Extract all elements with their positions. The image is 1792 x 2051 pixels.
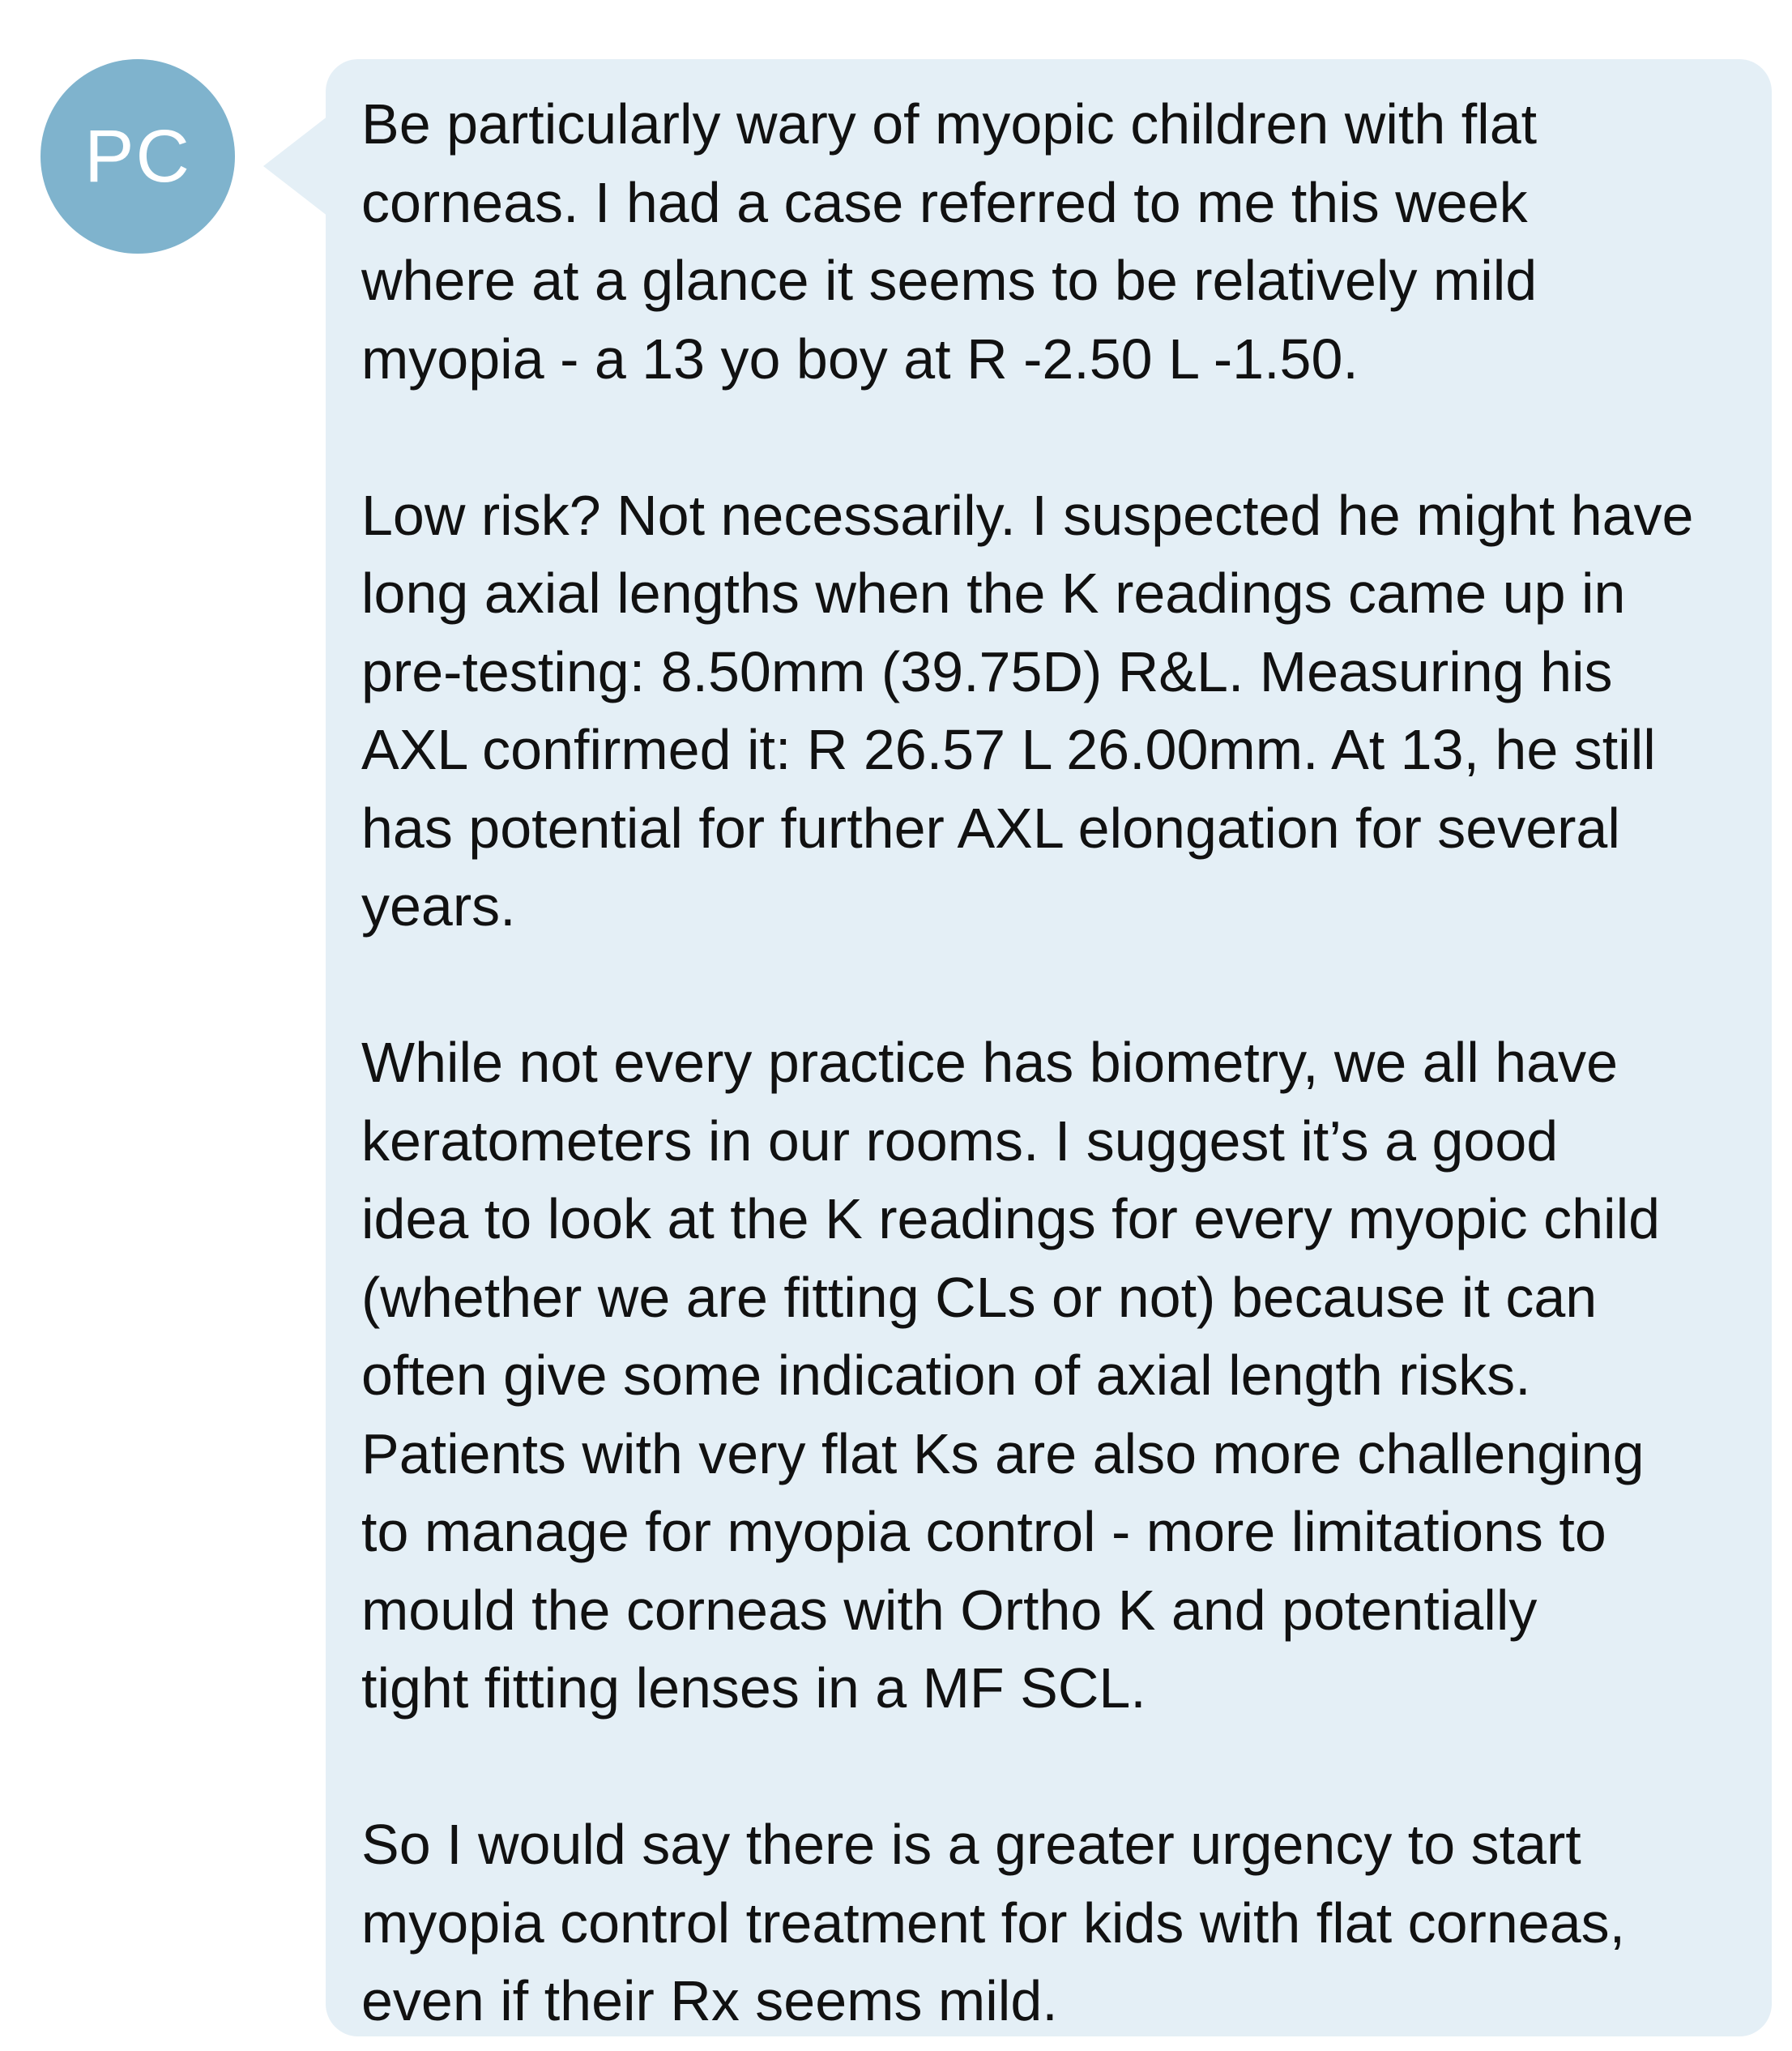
message-paragraph: Low risk? Not necessarily. I suspected he might have long axial lengths when the K readings came up in pre-testing: 8.50mm (39.75D) R&L. Measuring his AXL confirmed it: R 26.57 L 26.00mm. At 13, he still has potential for further AXL elongation for several years. <box>361 483 1694 938</box>
avatar[interactable] <box>41 59 235 254</box>
bubble-tail <box>263 116 328 216</box>
message-paragraph: While not every practice has biometry, we all have keratometers in our rooms. I suggest it’s a good idea to look at the K readings for every myopic child (whether we are fitting CLs or not) because it can often give some indication of axial length risks. Patients with very flat Ks are also more challenging to manage for myopia control - more limitations to mould the corneas with Ortho K and potentially tight fitting lenses in a MF SCL. <box>361 1031 1661 1720</box>
avatar-initials: PC <box>84 114 191 198</box>
message-bubble <box>326 59 1772 2036</box>
message-paragraph: So I would say there is a greater urgency to start myopia control treatment for kids with flat corneas, even if their Rx seems mild. <box>361 1813 1626 2032</box>
message-paragraph: Be particularly wary of myopic children with flat corneas. I had a case referred to me this week where at a glance it seems to be relatively mild myopia - a 13 yo boy at R -2.50 L -1.50. <box>361 92 1538 391</box>
